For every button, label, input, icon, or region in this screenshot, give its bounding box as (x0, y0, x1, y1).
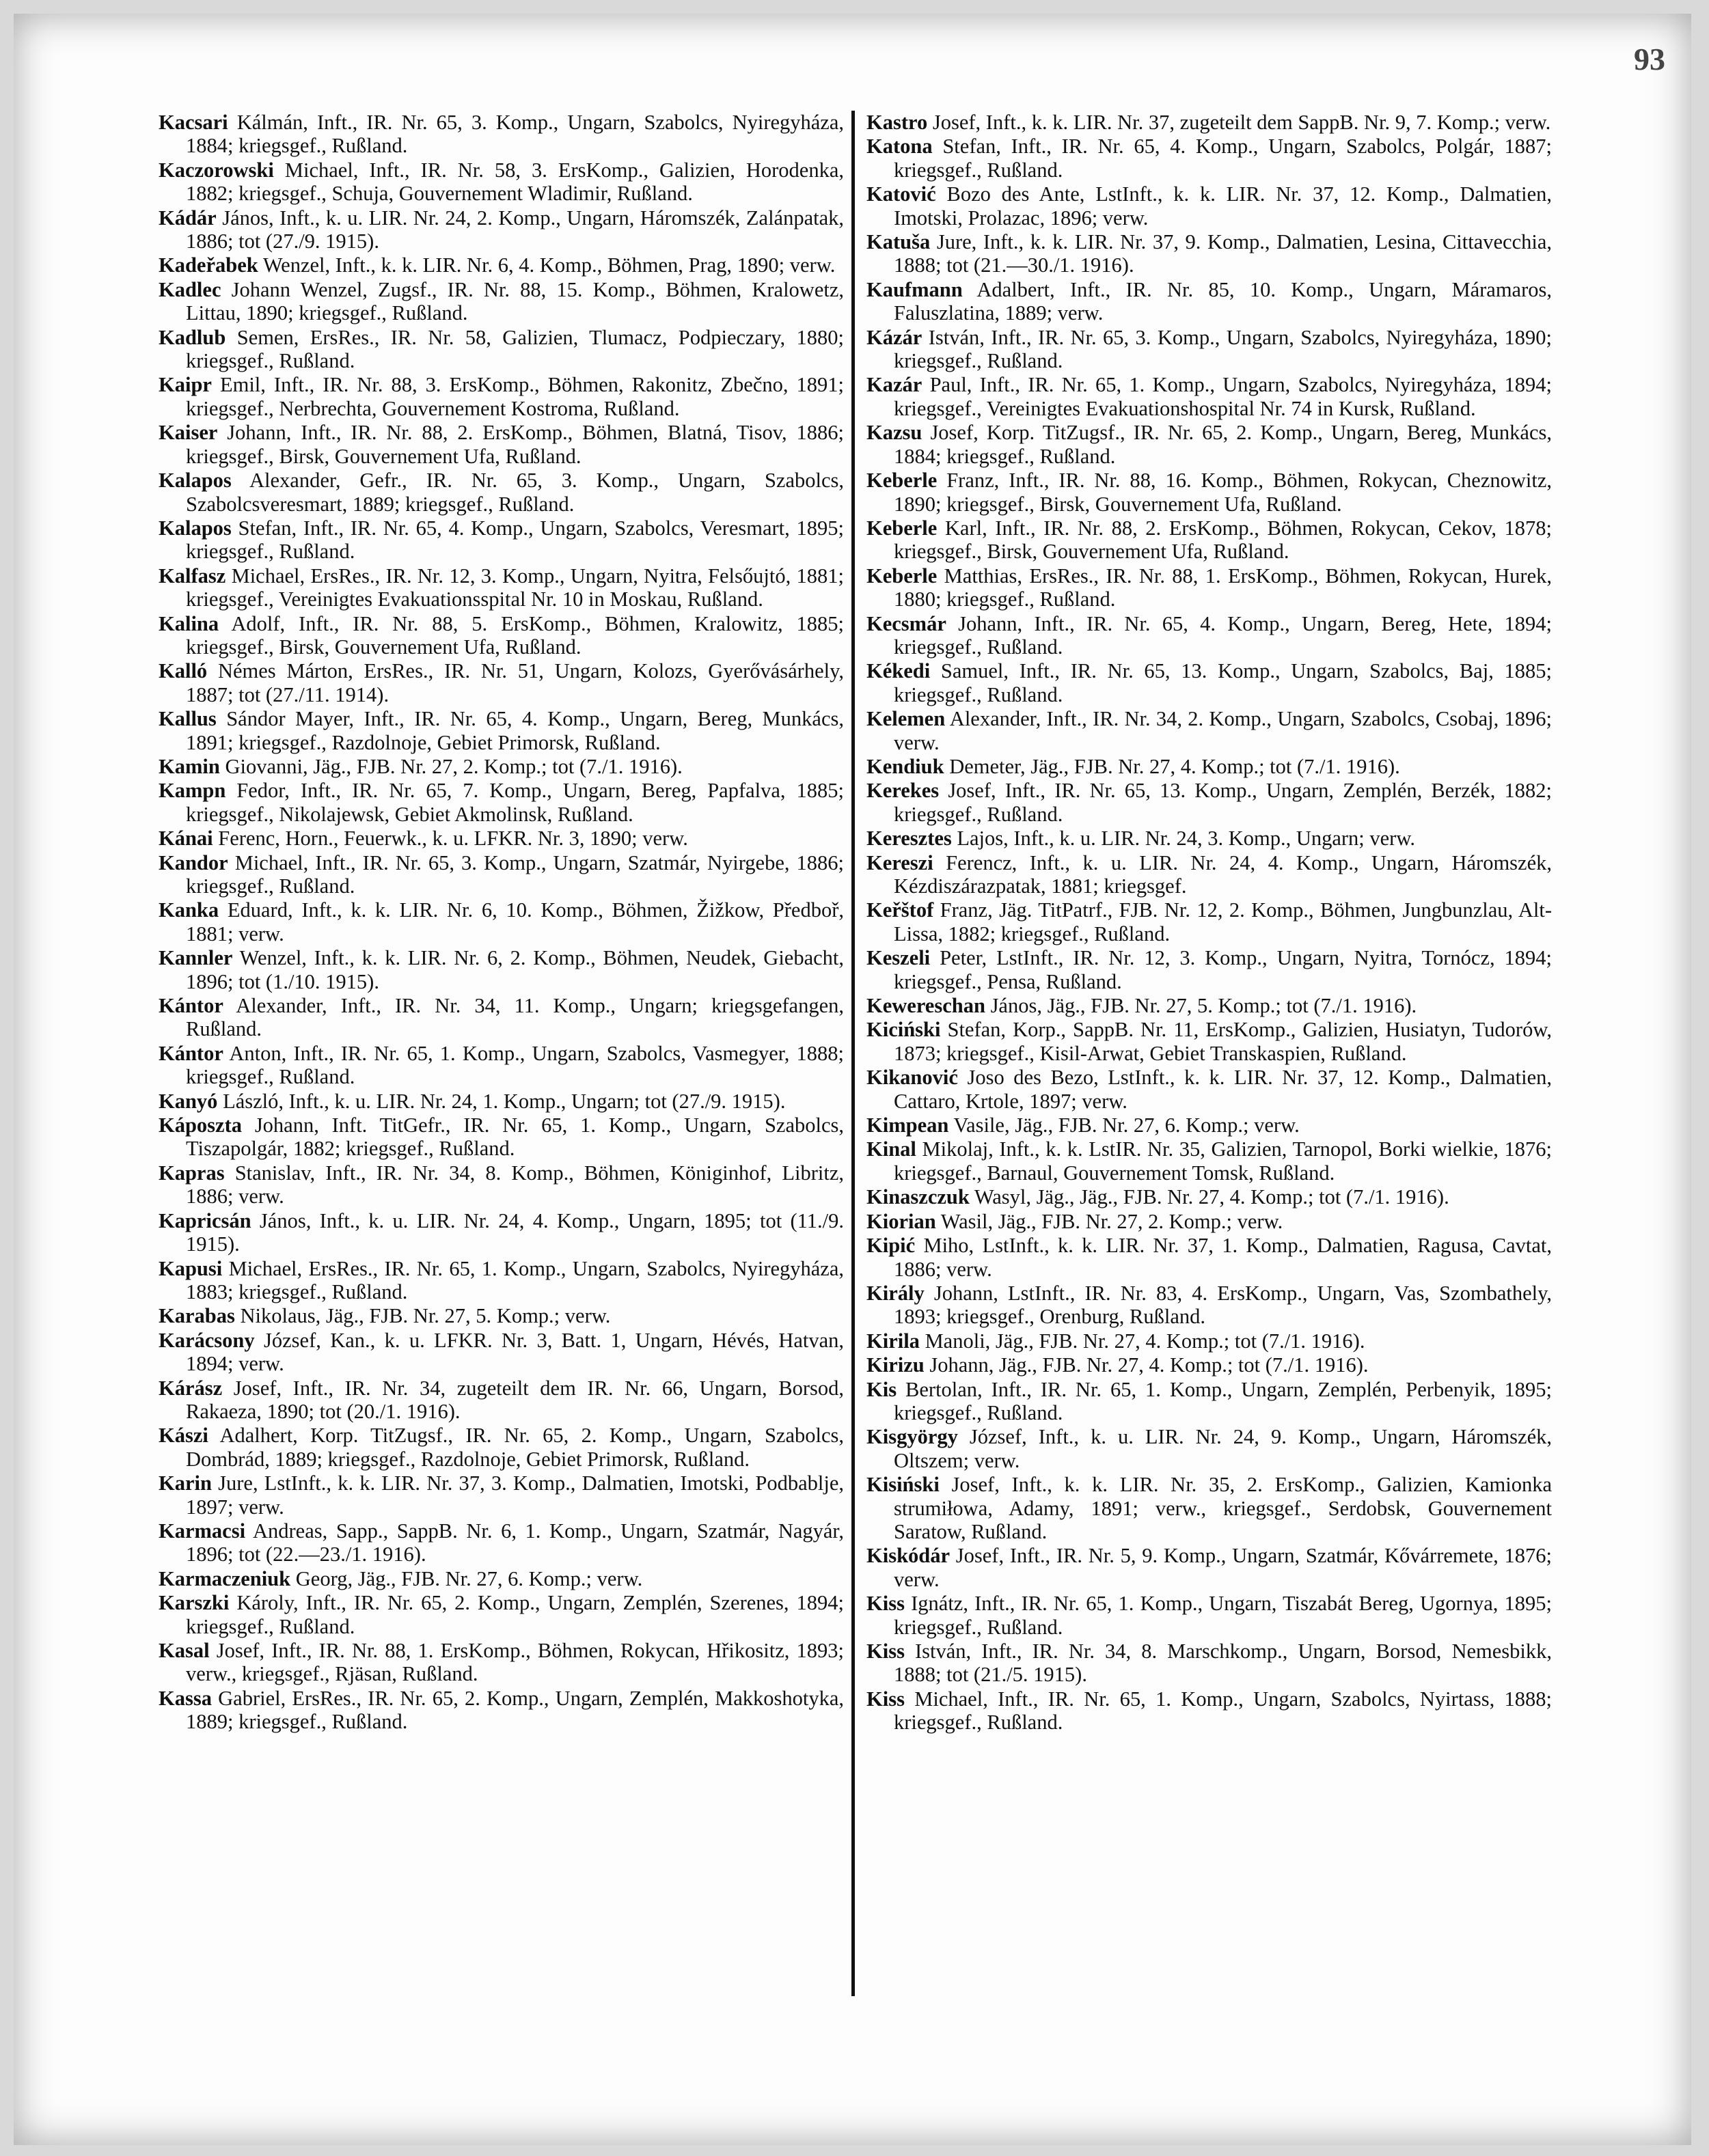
register-entry (159, 898, 844, 945)
entry-surname: Kadlub (159, 325, 226, 349)
entry-surname: Kántor (159, 994, 223, 1018)
entry-surname: Kinal (866, 1137, 916, 1161)
entry-surname: Kiciński (866, 1018, 941, 1042)
entry-details: Alexander, Inft., IR. Nr. 34, 2. Komp., Ungarn, Szabolcs, Csobaj, 1896; verw. (894, 707, 1553, 754)
register-entry (866, 1185, 1552, 1208)
entry-surname: Kalfasz (159, 564, 226, 588)
register-entry (866, 182, 1552, 230)
register-entry (159, 469, 844, 516)
entry-surname: Kalina (159, 611, 219, 635)
entry-details: Wenzel, Inft., k. k. LIR. Nr. 6, 4. Komp., Böhmen, Prag, 1890; verw. (262, 253, 836, 277)
entry-details: Fedor, Inft., IR. Nr. 65, 7. Komp., Ungarn, Bereg, Papfalva, 1885; kriegsgef., Nikolajewsk, Gebiet Akmolinsk, Rußland. (186, 779, 845, 826)
register-entry (866, 1114, 1552, 1137)
column-divider (851, 111, 855, 1996)
entry-surname: Kis (866, 1377, 897, 1401)
entry-details: Mikolaj, Inft., k. k. LstIR. Nr. 35, Galizien, Tarnopol, Borki wielkie, 1876; kriegsgef., Barnaul, Gouvernement Tomsk, Rußland. (894, 1137, 1552, 1185)
register-entry (866, 1353, 1552, 1377)
entry-details: Lajos, Inft., k. u. LIR. Nr. 24, 3. Komp., Ungarn; verw. (957, 827, 1416, 851)
entry-surname: Király (866, 1281, 925, 1305)
register-entry (866, 994, 1552, 1017)
register-entry (159, 278, 844, 325)
register-entry (159, 994, 844, 1041)
entry-details: István, Inft., IR. Nr. 34, 8. Marschkomp., Ungarn, Borsod, Nemesbikk, 1888; tot (21./5. 1915). (894, 1640, 1552, 1687)
entry-surname: Katuša (866, 230, 931, 254)
entry-surname: Keberle (866, 516, 938, 540)
entry-details: Georg, Jäg., FJB. Nr. 27, 6. Komp.; verw. (295, 1566, 643, 1590)
entry-surname: Kapricsán (159, 1208, 251, 1232)
entry-surname: Katona (866, 135, 933, 158)
entry-details: Vasile, Jäg., FJB. Nr. 27, 6. Komp.; verw. (953, 1114, 1300, 1137)
register-entry (866, 1210, 1552, 1233)
register-entry (159, 1209, 844, 1256)
document-page (14, 14, 1691, 2145)
register-entry (866, 1425, 1552, 1472)
entry-details: Manoli, Jäg., FJB. Nr. 27, 4. Komp.; tot (7./1. 1916). (925, 1329, 1365, 1353)
entry-surname: Keřštof (866, 898, 934, 922)
register-entry (159, 326, 844, 373)
register-entry (159, 158, 844, 206)
entry-details: Adalbert, Inft., IR. Nr. 85, 10. Komp., Ungarn, Máramaros, Faluszlatina, 1889; verw. (894, 277, 1552, 325)
entry-surname: Karin (159, 1471, 212, 1495)
entry-details: Josef, Inft., k. k. LIR. Nr. 35, 2. ErsKomp., Galizien, Kamionka strumiłowa, Adamy, 1891; verw., kriegsgef., Serdobsk, Gouvernement Saratow, Rußland. (894, 1473, 1552, 1543)
register-entry (159, 827, 844, 850)
entry-details: Demeter, Jäg., FJB. Nr. 27, 4. Komp.; tot (7./1. 1916). (949, 754, 1400, 778)
entry-surname: Kadlec (159, 277, 221, 301)
entry-surname: Kasal (159, 1639, 210, 1662)
register-entry (866, 1378, 1552, 1425)
entry-details: Nikolaus, Jäg., FJB. Nr. 27, 5. Komp.; verw. (240, 1304, 611, 1328)
entry-surname: Karmaczeniuk (159, 1566, 291, 1590)
entry-details: Sándor Mayer, Inft., IR. Nr. 65, 4. Komp., Ungarn, Bereg, Munkács, 1891; kriegsgef., Razdolnoje, Gebiet Primorsk, Rußland. (186, 707, 844, 754)
entry-details: Stefan, Inft., IR. Nr. 65, 4. Komp., Ungarn, Szabolcs, Veresmart, 1895; kriegsgef., Rußland. (186, 516, 845, 564)
entry-details: Johann, Inft. TitGefr., IR. Nr. 65, 1. Komp., Ungarn, Szabolcs, Tiszapolgár, 1882; kriegsgef., Rußland. (186, 1114, 845, 1161)
register-entry (866, 827, 1552, 850)
entry-surname: Kandor (159, 851, 228, 874)
register-entry (159, 1377, 844, 1424)
entry-surname: Kereszi (866, 851, 933, 874)
register-entry (866, 278, 1552, 325)
entry-surname: Kisiński (866, 1473, 940, 1497)
entry-surname: Kazár (866, 373, 922, 397)
entry-surname: Kikanović (866, 1066, 958, 1090)
entry-details: Josef, Inft., IR. Nr. 65, 13. Komp., Ungarn, Zemplén, Berzék, 1882; kriegsgef., Rußland. (894, 779, 1552, 826)
entry-details: Adolf, Inft., IR. Nr. 88, 5. ErsKomp., Böhmen, Kralowitz, 1885; kriegsgef., Birsk, Gouvernement Ufa, Rußland. (186, 611, 844, 659)
entry-details: Franz, Inft., IR. Nr. 88, 16. Komp., Böhmen, Rokycan, Cheznowitz, 1890; kriegsgef., Birsk, Gouvernement Ufa, Rußland. (894, 469, 1553, 516)
entry-details: Michael, Inft., IR. Nr. 65, 3. Komp., Ungarn, Szatmár, Nyirgebe, 1886; kriegsgef., Rußland. (186, 851, 844, 898)
entry-surname: Kewereschan (866, 994, 985, 1018)
entry-details: Wasil, Jäg., FJB. Nr. 27, 2. Komp.; verw. (940, 1209, 1283, 1233)
register-entry (159, 1471, 844, 1519)
register-entry (866, 1473, 1552, 1543)
entry-details: Josef, Inft., k. k. LIR. Nr. 37, zugeteilt dem SappB. Nr. 9, 7. Komp.; verw. (932, 111, 1551, 134)
entry-surname: Kaufmann (866, 277, 963, 301)
entry-surname: Kanka (159, 898, 219, 922)
entry-details: Johann, Inft., IR. Nr. 88, 2. ErsKomp., Böhmen, Blatná, Tisov, 1886; kriegsgef., Birsk, Gouvernement Ufa, Rußland. (186, 421, 845, 468)
entry-details: Johann, Inft., IR. Nr. 65, 4. Komp., Ungarn, Bereg, Hete, 1894; kriegsgef., Rußland. (894, 611, 1552, 659)
entry-surname: Kamin (159, 754, 220, 778)
entry-surname: Kipić (866, 1234, 916, 1258)
entry-surname: Kecsmár (866, 611, 946, 635)
entry-surname: Keberle (866, 564, 938, 588)
entry-details: Alexander, Gefr., IR. Nr. 65, 3. Komp., Ungarn, Szabolcs, Szabolcsveresmart, 1889; kriegsgef., Rußland. (186, 469, 844, 516)
entry-details: János, Inft., k. u. LIR. Nr. 24, 4. Komp., Ungarn, 1895; tot (11./9. 1915). (186, 1208, 845, 1256)
register-entry (866, 326, 1552, 373)
register-entry (159, 1591, 844, 1638)
entry-surname: Kerekes (866, 779, 940, 803)
entry-surname: Kampn (159, 779, 226, 803)
register-entry (159, 1639, 844, 1686)
register-entry (866, 612, 1552, 659)
register-entry (159, 1687, 844, 1734)
right-column (866, 111, 1552, 1735)
entry-surname: Karszki (159, 1591, 230, 1615)
entry-details: Jure, LstInft., k. k. LIR. Nr. 37, 3. Komp., Dalmatien, Imotski, Podbablje, 1897; verw. (186, 1471, 845, 1519)
register-entry (159, 1257, 844, 1304)
register-entry (866, 1544, 1552, 1591)
entry-surname: Karmacsi (159, 1519, 246, 1543)
entry-details: Joso des Bezo, LstInft., k. k. LIR. Nr. 37, 12. Komp., Dalmatien, Cattaro, Krtole, 1897; verw. (894, 1066, 1553, 1113)
entry-details: Giovanni, Jäg., FJB. Nr. 27, 2. Komp.; tot (7./1. 1916). (225, 754, 683, 778)
register-entry (159, 516, 844, 564)
entry-surname: Kárász (159, 1376, 223, 1400)
entry-details: Stefan, Korp., SappB. Nr. 11, ErsKomp., Galizien, Husiatyn, Tudorów, 1873; kriegsgef., Kisil-Arwat, Gebiet Transkaspien, Rußland. (894, 1018, 1552, 1065)
entry-details: Eduard, Inft., k. k. LIR. Nr. 6, 10. Komp., Böhmen, Žižkow, Předboř, 1881; verw. (186, 898, 844, 945)
register-entry (866, 516, 1552, 564)
register-entry (159, 564, 844, 611)
entry-details: Michael, Inft., IR. Nr. 58, 3. ErsKomp., Galizien, Horodenka, 1882; kriegsgef., Schuja, Gouvernement Wladimir, Rußland. (186, 158, 844, 206)
entry-details: Stefan, Inft., IR. Nr. 65, 4. Komp., Ungarn, Szabolcs, Polgár, 1887; kriegsgef., Rußland. (894, 135, 1552, 182)
register-entry (159, 1424, 844, 1471)
register-entry (159, 946, 844, 993)
register-entry (866, 851, 1552, 898)
entry-surname: Kirila (866, 1329, 920, 1353)
entry-surname: Katović (866, 182, 936, 206)
register-entry (159, 755, 844, 778)
entry-details: Andreas, Sapp., SappB. Nr. 6, 1. Komp., Ungarn, Szatmár, Nagyár, 1896; tot (22.—23./1. 1916). (186, 1519, 844, 1566)
entry-details: Wasyl, Jäg., Jäg., FJB. Nr. 27, 4. Komp.; tot (7./1. 1916). (974, 1185, 1449, 1209)
entry-surname: Keberle (866, 469, 938, 493)
entry-surname: Kinaszczuk (866, 1185, 970, 1209)
entry-surname: Kassa (159, 1686, 212, 1710)
register-entry (159, 1304, 844, 1327)
register-entry (866, 1329, 1552, 1353)
entry-details: László, Inft., k. u. LIR. Nr. 24, 1. Komp., Ungarn; tot (27./9. 1915). (223, 1089, 786, 1113)
register-entry (866, 946, 1552, 993)
register-entry (159, 1161, 844, 1208)
entry-surname: Karabas (159, 1304, 235, 1328)
entry-details: Emil, Inft., IR. Nr. 88, 3. ErsKomp., Böhmen, Rakonitz, Zbečno, 1891; kriegsgef., Nerbrechta, Gouvernement Kostroma, Rußland. (186, 373, 844, 420)
register-entry (866, 898, 1552, 945)
entry-surname: Kaiser (159, 421, 218, 445)
register-entry (866, 469, 1552, 516)
entry-surname: Kadeřabek (159, 253, 258, 277)
register-entry (866, 755, 1552, 778)
entry-details: Miho, LstInft., k. k. LIR. Nr. 37, 1. Komp., Dalmatien, Ragusa, Cavtat, 1886; verw. (894, 1234, 1553, 1281)
entry-details: Franz, Jäg. TitPatrf., FJB. Nr. 12, 2. Komp., Böhmen, Jungbunzlau, Alt-Lissa, 1882; kriegsgef., Rußland. (894, 898, 1552, 945)
entry-details: Josef, Inft., IR. Nr. 88, 1. ErsKomp., Böhmen, Rokycan, Hřikositz, 1893; verw., kriegsgef., Rjäsan, Rußland. (186, 1639, 845, 1686)
entry-details: Adalhert, Korp. TitZugsf., IR. Nr. 65, 2. Komp., Ungarn, Szabolcs, Dombrád, 1889; kriegsgef., Razdolnoje, Gebiet Primorsk, Rußland. (186, 1424, 844, 1471)
register-entry (866, 373, 1552, 420)
entry-details: Ignátz, Inft., IR. Nr. 65, 1. Komp., Ungarn, Tiszabát Bereg, Ugornya, 1895; kriegsgef., Rußland. (894, 1592, 1553, 1639)
register-entry (866, 1137, 1552, 1185)
entry-details: Bozo des Ante, LstInft., k. k. LIR. Nr. 37, 12. Komp., Dalmatien, Imotski, Prolazac, 1896; verw. (894, 182, 1553, 230)
entry-details: Josef, Inft., IR. Nr. 34, zugeteilt dem IR. Nr. 66, Ungarn, Borsod, Rakaeza, 1890; tot (20./1. 1916). (186, 1376, 844, 1423)
register-entry (159, 206, 844, 253)
entry-surname: Kapusi (159, 1256, 223, 1280)
entry-surname: Kázár (866, 325, 922, 349)
left-column (159, 111, 844, 1735)
entry-details: Michael, ErsRes., IR. Nr. 65, 1. Komp., Ungarn, Szabolcs, Nyiregyháza, 1883; kriegsgef., Rußland. (186, 1256, 845, 1303)
entry-surname: Kiss (866, 1687, 905, 1711)
entry-details: Josef, Inft., IR. Nr. 5, 9. Komp., Ungarn, Szatmár, Kővárremete, 1876; verw. (894, 1544, 1553, 1591)
register-entry (866, 1592, 1552, 1639)
entry-surname: Keszeli (866, 946, 931, 970)
entry-surname: Kiss (866, 1640, 905, 1663)
entry-surname: Kiorian (866, 1209, 936, 1233)
entry-details: István, Inft., IR. Nr. 65, 3. Komp., Ungarn, Szabolcs, Nyiregyháza, 1890; kriegsgef., Rußland. (894, 325, 1552, 373)
entry-details: József, Kan., k. u. LFKR. Nr. 3, Batt. 1, Ungarn, Hévés, Hatvan, 1894; verw. (186, 1328, 845, 1376)
entry-surname: Kirizu (866, 1353, 925, 1377)
register-entry (159, 1567, 844, 1590)
entry-details: Bertolan, Inft., IR. Nr. 65, 1. Komp., Ungarn, Zemplén, Perbenyik, 1895; kriegsgef., Rußland. (894, 1377, 1553, 1424)
register-entry (159, 373, 844, 420)
entry-surname: Kendiuk (866, 754, 944, 778)
entry-details: Matthias, ErsRes., IR. Nr. 88, 1. ErsKomp., Böhmen, Rokycan, Hurek, 1880; kriegsgef., Rußland. (894, 564, 1552, 611)
entry-details: Johann Wenzel, Zugsf., IR. Nr. 88, 15. Komp., Böhmen, Kralowetz, Littau, 1890; kriegsgef., Rußland. (186, 277, 844, 325)
entry-details: Gabriel, ErsRes., IR. Nr. 65, 2. Komp., Ungarn, Zemplén, Makkoshotyka, 1889; kriegsgef., Rußland. (186, 1686, 844, 1734)
entry-surname: Kalló (159, 659, 208, 683)
register-entry (159, 707, 844, 754)
entry-details: Johann, LstInft., IR. Nr. 83, 4. ErsKomp., Ungarn, Vas, Szombathely, 1893; kriegsgef., Orenburg, Rußland. (894, 1281, 1553, 1329)
entry-surname: Kapras (159, 1161, 225, 1185)
register-entry (159, 1042, 844, 1089)
register-entry (159, 1114, 844, 1161)
entry-surname: Kazsu (866, 421, 922, 445)
register-entry (866, 230, 1552, 277)
entry-details: Ferencz, Inft., k. u. LIR. Nr. 24, 4. Komp., Ungarn, Háromszék, Kézdiszárazpatak, 1881; kriegsgef. (894, 851, 1552, 898)
register-entry (159, 111, 844, 158)
register-entry (159, 1090, 844, 1113)
entry-surname: Kallus (159, 707, 217, 731)
entry-details: Paul, Inft., IR. Nr. 65, 1. Komp., Ungarn, Szabolcs, Nyiregyháza, 1894; kriegsgef., Vereinigtes Evakuationshospital Nr. 74 in Kursk, Rußland. (894, 373, 1552, 420)
entry-details: Kálmán, Inft., IR. Nr. 65, 3. Komp., Ungarn, Szabolcs, Nyiregyháza, 1884; kriegsgef., Rußland. (186, 111, 845, 158)
entry-details: Peter, LstInft., IR. Nr. 12, 3. Komp., Ungarn, Nyitra, Tornócz, 1894; kriegsgef., Pensa, Rußland. (894, 946, 1552, 993)
entry-details: Anton, Inft., IR. Nr. 65, 1. Komp., Ungarn, Szabolcs, Vasmegyer, 1888; kriegsgef., Rußland. (186, 1041, 844, 1089)
entry-surname: Kászi (159, 1424, 208, 1448)
entry-surname: Kiskódár (866, 1544, 951, 1568)
register-entry (159, 659, 844, 706)
register-entry (866, 1640, 1552, 1687)
entry-details: Ferenc, Horn., Feuerwk., k. u. LFKR. Nr. 3, 1890; verw. (218, 827, 688, 851)
register-entry (866, 135, 1552, 182)
register-entry (866, 707, 1552, 754)
entry-surname: Kanyó (159, 1089, 218, 1113)
entry-details: Alexander, Inft., IR. Nr. 34, 11. Komp., Ungarn; kriegsgefangen, Rußland. (186, 994, 844, 1041)
register-entry (159, 421, 844, 468)
entry-details: Samuel, Inft., IR. Nr. 65, 13. Komp., Ungarn, Szabolcs, Baj, 1885; kriegsgef., Rußland. (894, 659, 1552, 706)
entry-surname: Káposzta (159, 1114, 242, 1137)
entry-surname: Kántor (159, 1041, 223, 1065)
entry-details: Michael, Inft., IR. Nr. 65, 1. Komp., Ungarn, Szabolcs, Nyirtass, 1888; kriegsgef., Rußland. (894, 1687, 1552, 1735)
register-entry (866, 779, 1552, 826)
register-entry (866, 564, 1552, 611)
entry-details: Semen, ErsRes., IR. Nr. 58, Galizien, Tlumacz, Podpieczary, 1880; kriegsgef., Rußland. (186, 325, 845, 373)
entry-details: Jure, Inft., k. k. LIR. Nr. 37, 9. Komp., Dalmatien, Lesina, Cittavecchia, 1888; tot (21.—30./1. 1916). (894, 230, 1552, 277)
entry-surname: Kastro (866, 111, 928, 134)
entry-surname: Kékedi (866, 659, 931, 683)
entry-surname: Kádár (159, 206, 217, 230)
entry-surname: Kalapos (159, 469, 232, 493)
register-entry (159, 253, 844, 277)
register-entry (866, 1234, 1552, 1281)
register-entry (866, 111, 1552, 134)
register-entry (866, 1687, 1552, 1735)
entry-surname: Karácsony (159, 1328, 255, 1352)
entry-surname: Kimpean (866, 1114, 949, 1137)
register-entry (159, 1519, 844, 1566)
entry-surname: Kiss (866, 1592, 905, 1616)
register-entry (866, 659, 1552, 706)
register-entry (866, 1066, 1552, 1113)
entry-surname: Kaczorowski (159, 158, 274, 182)
register-entry (866, 421, 1552, 468)
register-entry (866, 1018, 1552, 1065)
register-entry (159, 851, 844, 898)
entry-details: Wenzel, Inft., k. k. LIR. Nr. 6, 2. Komp., Böhmen, Neudek, Giebacht, 1896; tot (1./10. 1915). (186, 946, 844, 993)
page-number: 93 (1634, 42, 1665, 77)
entry-surname: Kaipr (159, 373, 212, 397)
entry-surname: Kánai (159, 827, 213, 851)
entry-surname: Kannler (159, 946, 233, 970)
entry-surname: Kelemen (866, 707, 946, 731)
register-entry (866, 1282, 1552, 1329)
entry-details: Michael, ErsRes., IR. Nr. 12, 3. Komp., Ungarn, Nyitra, Felsőujtó, 1881; kriegsgef., Vereinigtes Evakuationsspital Nr. 10 in Moskau, Rußland. (186, 564, 845, 611)
entry-details: József, Inft., k. u. LIR. Nr. 24, 9. Komp., Ungarn, Háromszék, Oltszem; verw. (894, 1425, 1553, 1472)
entry-details: Karl, Inft., IR. Nr. 88, 2. ErsKomp., Böhmen, Rokycan, Cekov, 1878; kriegsgef., Birsk, Gouvernement Ufa, Rußland. (894, 516, 1553, 564)
register-entry (159, 612, 844, 659)
register-entry (159, 1329, 844, 1376)
entry-details: Stanislav, Inft., IR. Nr. 34, 8. Komp., Böhmen, Königinhof, Libritz, 1886; verw. (186, 1161, 844, 1208)
entry-surname: Kalapos (159, 516, 232, 540)
entry-details: Johann, Jäg., FJB. Nr. 27, 4. Komp.; tot (7./1. 1916). (929, 1353, 1369, 1377)
entry-details: Josef, Korp. TitZugsf., IR. Nr. 65, 2. Komp., Ungarn, Bereg, Munkács, 1884; kriegsgef., Rußland. (894, 421, 1553, 468)
entry-details: Károly, Inft., IR. Nr. 65, 2. Komp., Ungarn, Zemplén, Szerenes, 1894; kriegsgef., Rußland. (186, 1591, 844, 1638)
entry-details: János, Inft., k. u. LIR. Nr. 24, 2. Komp., Ungarn, Háromszék, Zalánpatak, 1886; tot (27./9. 1915). (186, 206, 845, 253)
entry-surname: Keresztes (866, 827, 952, 851)
entry-surname: Kacsari (159, 111, 228, 134)
register-entry (159, 779, 844, 826)
entry-details: Némes Márton, ErsRes., IR. Nr. 51, Ungarn, Kolozs, Gyerővásárhely, 1887; tot (27./11. 1914). (186, 659, 844, 706)
entry-details: János, Jäg., FJB. Nr. 27, 5. Komp.; tot (7./1. 1916). (990, 994, 1417, 1018)
entry-surname: Kisgyörgy (866, 1425, 958, 1449)
